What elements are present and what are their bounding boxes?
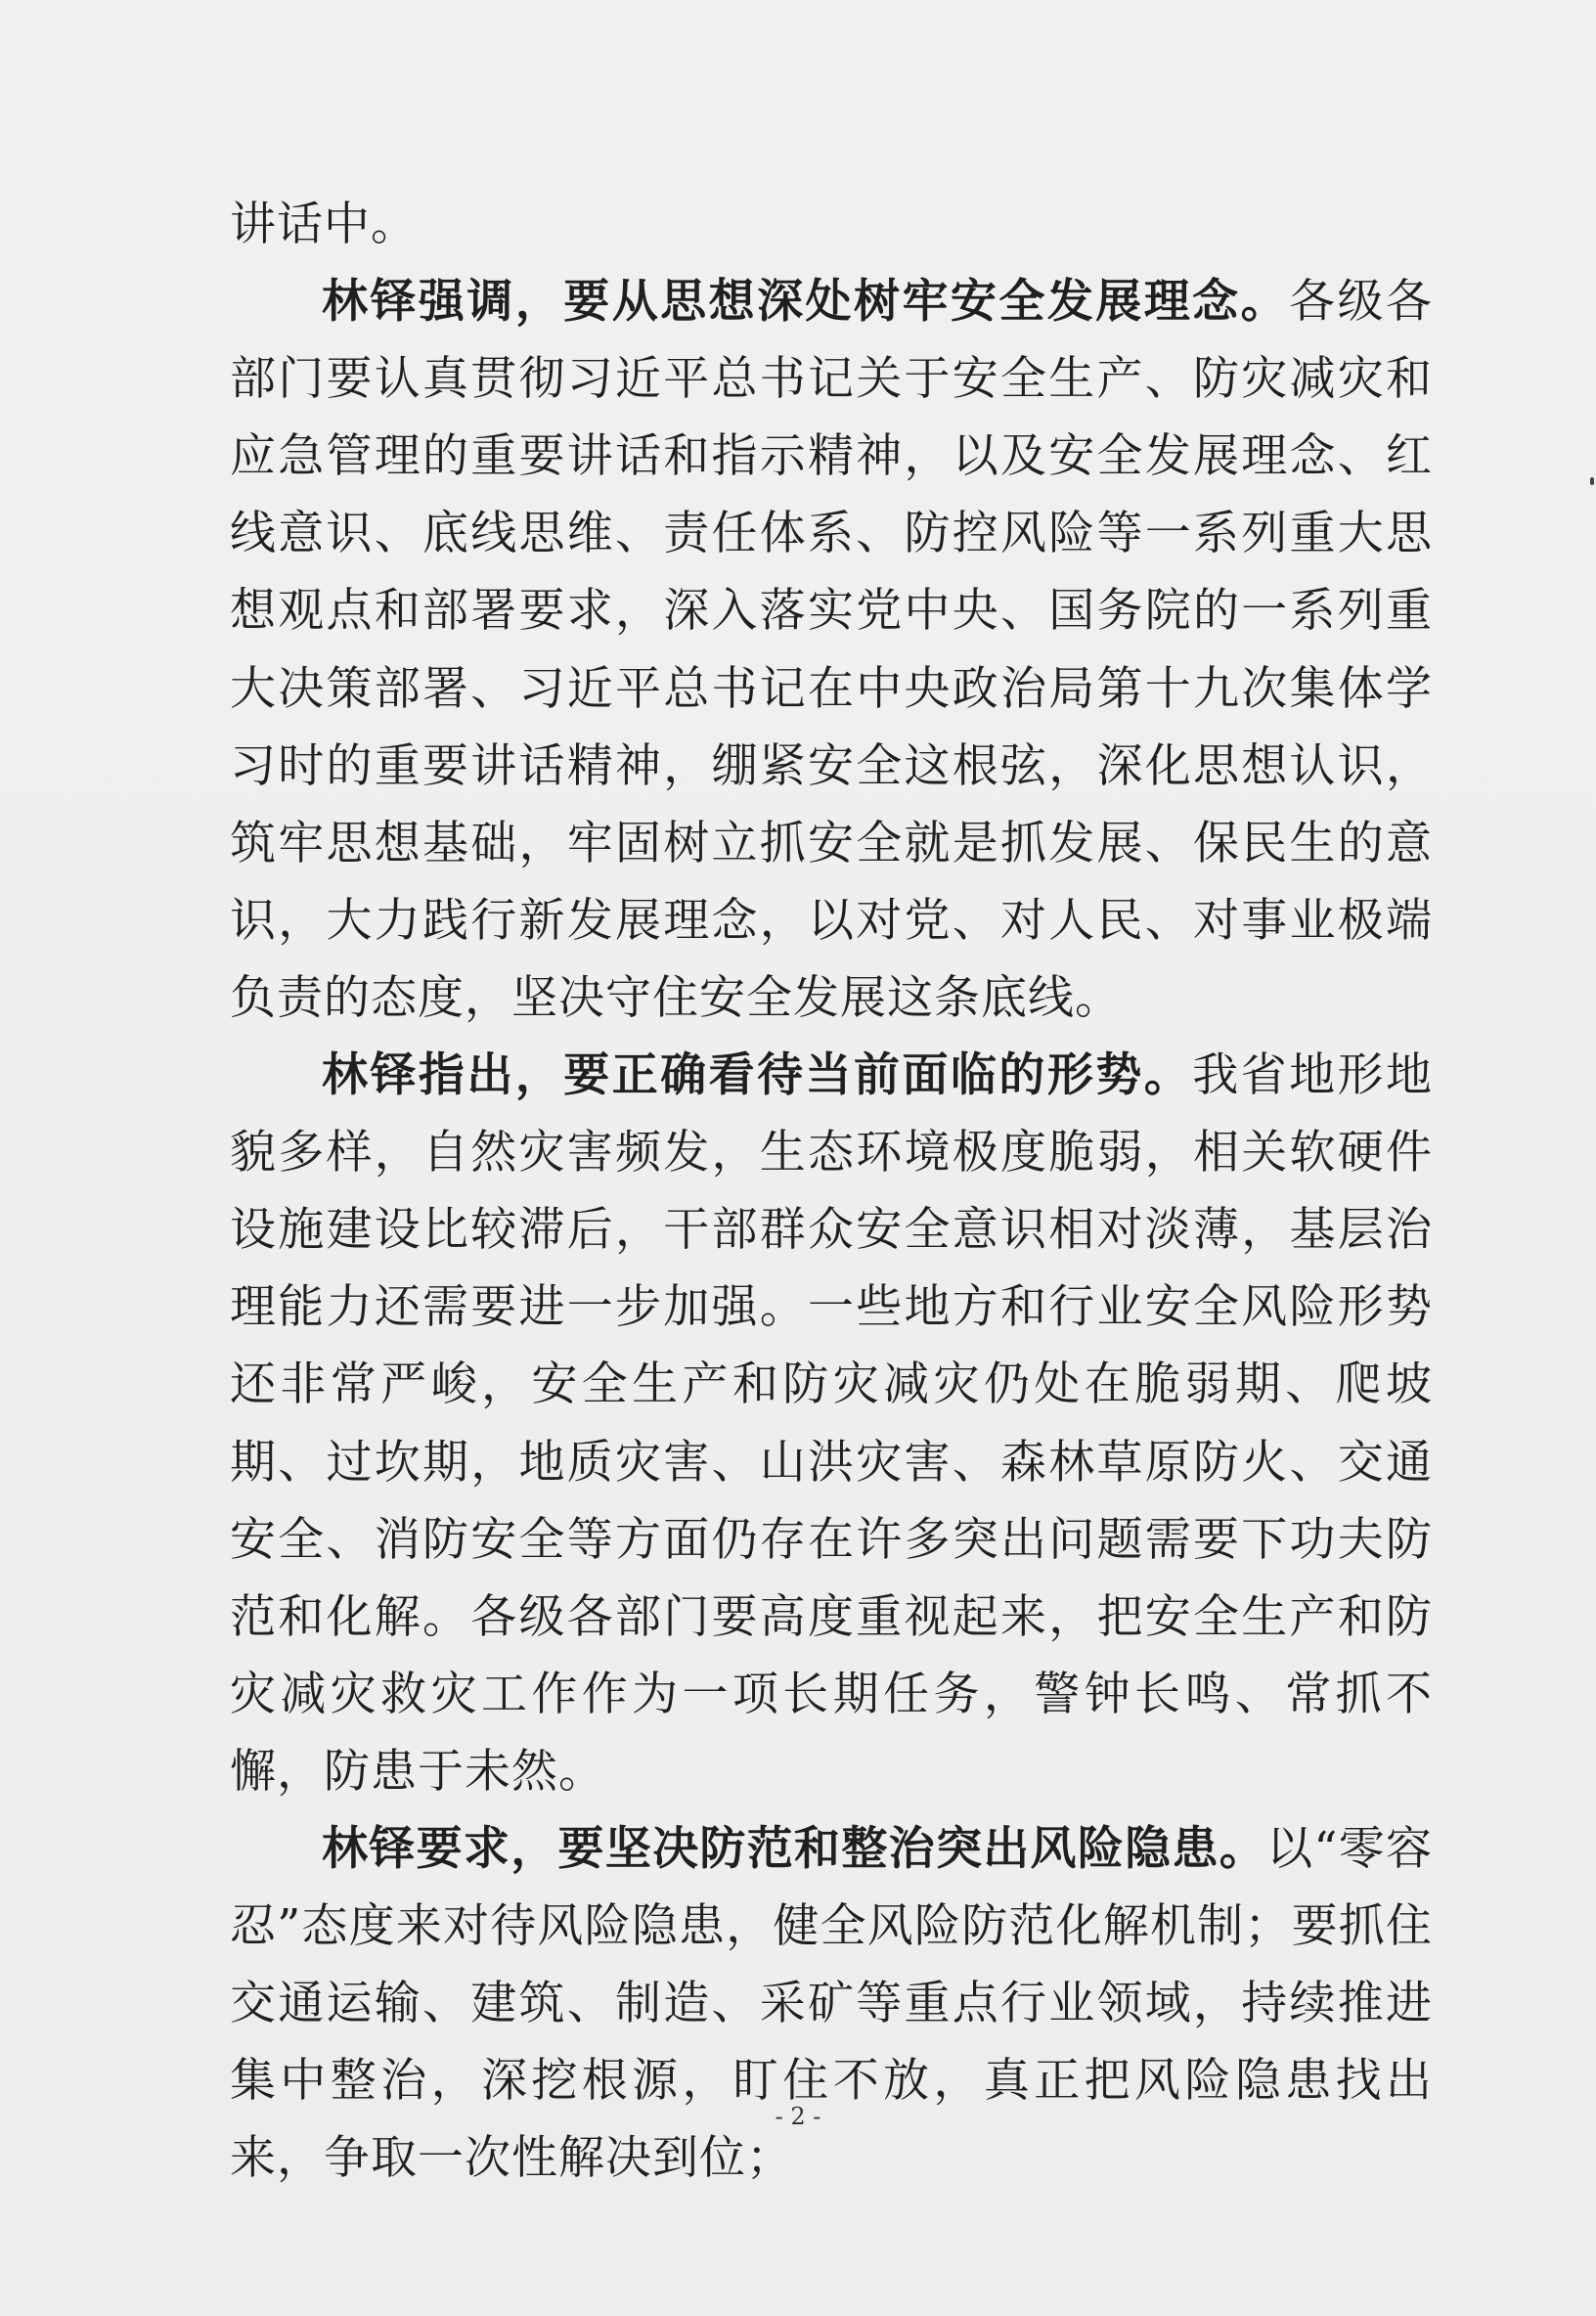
paragraph-lead: 林铎强调，要从思想深处树牢安全发展理念。 <box>322 275 1290 330</box>
paragraph-safety-concept <box>230 263 1433 1037</box>
paragraph-current-situation <box>230 1037 1433 1810</box>
paragraph-text: 我省地形地貌多样，自然灾害频发，生态环境极度脆弱，相关软硬件设施建设比较滞后，干部群众安全意识相对淡薄，基层治理能力还需要进一步加强。一些地方和行业安全风险形势还非常严峻，安全生产和防灾减灾仍处在脆弱期、爬坡期、过坎期，地质灾害、山洪灾害、森林草原防火、交通安全、消防安全等方面仍存在许多突出问题需要下功夫防范和化解。各级各部门要高度重视起来，把安全生产和防灾减灾救灾工作作为一项长期任务，警钟长鸣、常抓不懈，防患于未然。 <box>230 1048 1434 1799</box>
paragraph-lead: 林铎指出，要正确看待当前面临的形势。 <box>322 1048 1193 1103</box>
paragraph-lead: 林铎要求，要坚决防范和整治突出风险隐患。 <box>322 1821 1267 1876</box>
document-body <box>230 186 1433 2197</box>
paragraph-continuation <box>230 186 1433 263</box>
paragraph-text: 讲话中。 <box>230 198 418 251</box>
paragraph-text: 以“零容忍”态度来对待风险隐患，健全风险防范化解机制；要抓住交通运输、建筑、制造、采矿等重点行业领域，持续推进集中整治，深挖根源，盯住不放，真正把风险隐患找出来，争取一次性解决到位； <box>230 1821 1433 2186</box>
paragraph-risk-prevention <box>230 1810 1433 2197</box>
scan-speck <box>1590 477 1594 485</box>
page-number: - 2 - <box>775 2103 821 2130</box>
paragraph-text: 各级各部门要认真贯彻习近平总书记关于安全生产、防灾减灾和应急管理的重要讲话和指示精神，以及安全发展理念、红线意识、底线思维、责任体系、防控风险等一系列重大思想观点和部署要求，深入落实党中央、国务院的一系列重大决策部署、习近平总书记在中央政治局第十九次集体学习时的重要讲话精神，绷紧安全这根弦，深化思想认识，筑牢思想基础，牢固树立抓安全就是抓发展、保民生的意识，大力践行新发展理念，以对党、对人民、对事业极端负责的态度，坚决守住安全发展这条底线。 <box>230 275 1434 1025</box>
